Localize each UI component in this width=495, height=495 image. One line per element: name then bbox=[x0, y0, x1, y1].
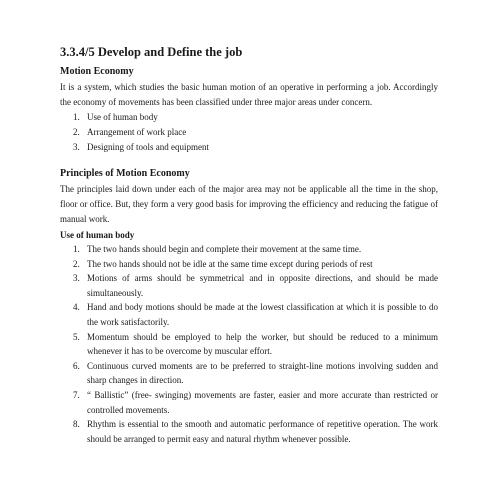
list-item-number: 5. bbox=[73, 331, 80, 342]
list-item-text: Rhythm is essential to the smooth and automatic performance of repetitive operation. The work should be arranged to permit easy and natural rhythm whenever possible. bbox=[87, 419, 438, 444]
list-item bbox=[60, 257, 438, 272]
list-item-number: 2. bbox=[73, 258, 80, 269]
list-item-number: 8. bbox=[73, 419, 80, 430]
list-item-text: Continuous curved moments are to be preferred to straight-line motions involving sudden and sharp changes in direction. bbox=[87, 360, 438, 386]
motion-economy-paragraph: It is a system, which studies the basic human motion of an operative in performing a job. Accordingly the economy of movements has been classified under three major areas under concern. bbox=[60, 82, 438, 107]
list-item-text: Arrangement of work place bbox=[87, 127, 187, 137]
list-item bbox=[60, 125, 438, 140]
list-item-text: The two hands should not be idle at the same time except during periods of rest bbox=[87, 258, 373, 269]
list-item-text: Hand and body motions should be made at the lowest classification at which it is possible to do the work satisfactorily. bbox=[87, 302, 438, 327]
list-item-number: 2. bbox=[73, 127, 80, 137]
list-item-text: Use of human body bbox=[87, 112, 158, 122]
list-item bbox=[60, 300, 438, 329]
use-of-human-body-title: Use of human body bbox=[60, 230, 135, 240]
list-item-number: 3. bbox=[73, 142, 80, 152]
list-item-text: The two hands should begin and complete their movement at the same time. bbox=[87, 244, 362, 254]
list-item-number: 1. bbox=[73, 112, 80, 122]
list-item-number: 7. bbox=[73, 389, 80, 400]
list-item-text: Motions of arms should be symmetrical and in opposite directions, and should be made simultaneously. bbox=[87, 273, 438, 298]
motion-economy-list bbox=[60, 110, 438, 155]
list-item-text: Momentum should be employed to help the worker, but should be reduced to a minimum whenever it has to be overcome by muscular effort. bbox=[87, 331, 438, 357]
list-item-number: 4. bbox=[73, 302, 80, 313]
list-item bbox=[60, 271, 438, 300]
list-item bbox=[60, 330, 438, 359]
principles-paragraph: The principles laid down under each of the major area may not be applicable all the time in the shop, floor or office. But, they form a very good basis for improving the efficiency and reducing the fatigue of manual work. bbox=[60, 184, 438, 224]
list-item-number: 3. bbox=[73, 273, 80, 284]
list-item bbox=[60, 359, 438, 388]
section-heading: 3.3.4/5 Develop and Define the job bbox=[60, 45, 243, 59]
principles-list bbox=[60, 242, 438, 446]
list-item-number: 1. bbox=[73, 244, 80, 254]
list-item-text: Designing of tools and equipment bbox=[87, 142, 209, 152]
list-item bbox=[60, 388, 438, 417]
list-item bbox=[60, 242, 438, 257]
motion-economy-title: Motion Economy bbox=[60, 66, 134, 77]
principles-title: Principles of Motion Economy bbox=[60, 168, 190, 179]
list-item bbox=[60, 140, 438, 155]
list-item-number: 6. bbox=[73, 360, 80, 371]
list-item bbox=[60, 110, 438, 125]
list-item bbox=[60, 417, 438, 446]
list-item-text: “ Ballistic” (free- swinging) movements are faster, easier and more accurate than restricted or controlled movements. bbox=[87, 389, 438, 415]
document-page bbox=[60, 44, 438, 446]
